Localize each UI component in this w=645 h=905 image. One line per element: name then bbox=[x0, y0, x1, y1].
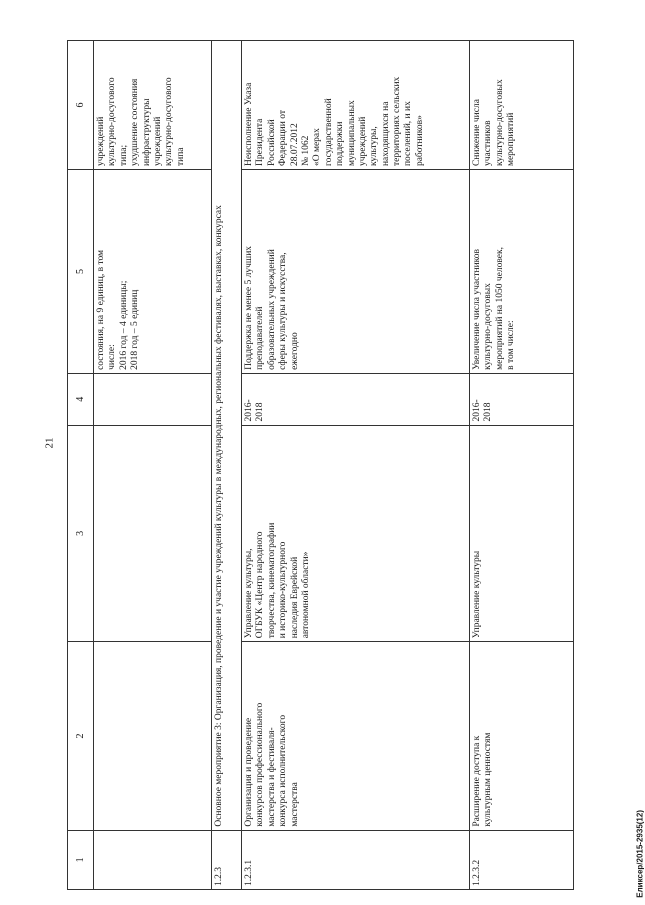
cell-line: Увеличение числа участников bbox=[472, 248, 482, 370]
cell-line: образовательных учреждений bbox=[266, 249, 277, 370]
row-result bbox=[242, 170, 470, 374]
cell-line: Организация и проведение bbox=[244, 717, 254, 827]
header-col-4: 4 bbox=[68, 373, 94, 425]
cell-line: поддержки bbox=[335, 121, 346, 167]
document-stamp: Еликсер/2015-2935(12) bbox=[636, 810, 645, 898]
cell-line: Управление культуры bbox=[472, 550, 482, 639]
carry-col-4 bbox=[94, 373, 212, 425]
cell-line: мероприятий bbox=[506, 112, 517, 167]
cell-line: мероприятий на 1050 человек, bbox=[494, 247, 505, 370]
header-col-5: 5 bbox=[68, 170, 94, 374]
section-title: Основное мероприятие 3: Организация, проведение и участие учреждений культуры в международных, региональных фестивалях, выставках, конкурсах bbox=[212, 41, 242, 831]
table-row bbox=[242, 41, 470, 890]
cell-line: участников bbox=[483, 120, 494, 167]
carry-col-6 bbox=[94, 41, 212, 170]
cell-line: учреждений bbox=[357, 116, 368, 167]
cell-line: конкурсов профессионального bbox=[255, 702, 266, 827]
program-table bbox=[67, 40, 574, 890]
header-row bbox=[68, 41, 94, 890]
cell-line: работников» bbox=[414, 115, 425, 167]
cell-line: № 1062 bbox=[300, 135, 311, 167]
cell-line: Неисполнение Указа bbox=[244, 82, 254, 167]
header-col-6: 6 bbox=[68, 41, 94, 170]
cell-line: учреждений bbox=[152, 116, 163, 167]
cell-line: поселений, и их bbox=[403, 101, 414, 167]
carry-row bbox=[94, 41, 212, 890]
row-responsible bbox=[242, 425, 470, 642]
cell-line: 2018 bbox=[483, 402, 494, 422]
row-activity bbox=[470, 642, 574, 830]
cell-line: Российской bbox=[266, 119, 277, 167]
cell-line: типа bbox=[175, 147, 186, 167]
cell-line: наследия Еврейской bbox=[289, 556, 300, 639]
cell-line: конкурса исполнительского bbox=[278, 714, 289, 827]
row-period bbox=[470, 373, 574, 425]
cell-line: культурным ценностям bbox=[483, 732, 494, 827]
row-result bbox=[470, 170, 574, 374]
cell-line: Управление культуры, bbox=[244, 548, 254, 639]
carry-col-3 bbox=[94, 425, 212, 642]
section-number: 1.2.3 bbox=[212, 830, 242, 889]
cell-line: автономной области» bbox=[300, 551, 311, 639]
cell-line: ОГБУК «Центр народного bbox=[255, 531, 266, 639]
cell-line: сферы культуры и искусства, bbox=[278, 252, 289, 370]
row-consequence bbox=[242, 41, 470, 170]
header-col-3: 3 bbox=[68, 425, 94, 642]
rotated-table bbox=[67, 40, 573, 890]
row-period bbox=[242, 373, 470, 425]
cell-line: состояния, на 9 единиц, в том bbox=[96, 249, 106, 370]
row-consequence bbox=[470, 41, 574, 170]
page-number: 21 bbox=[43, 437, 56, 449]
cell-line: в том числе: bbox=[506, 320, 517, 370]
row-number: 1.2.3.1 bbox=[242, 830, 470, 889]
row-number: 1.2.3.2 bbox=[470, 830, 574, 889]
table-row bbox=[470, 41, 574, 890]
cell-line: культурно-досуговых bbox=[483, 283, 494, 370]
cell-line: Федерации от bbox=[278, 110, 289, 167]
cell-line: мастерства и фестиваля- bbox=[266, 727, 277, 827]
cell-line: 2016 год – 4 единицы; bbox=[118, 280, 129, 370]
cell-line: 2018 год – 5 единиц bbox=[130, 289, 141, 370]
header-col-2: 2 bbox=[68, 642, 94, 830]
cell-line: 2016- bbox=[244, 399, 254, 422]
cell-line: 2018 bbox=[255, 402, 266, 422]
carry-col-2 bbox=[94, 642, 212, 830]
cell-line: инфраструктуры bbox=[141, 98, 152, 167]
cell-line: культурно-досугового bbox=[107, 77, 118, 167]
cell-line: и историко-культурного bbox=[278, 541, 289, 639]
cell-line: мастерства bbox=[289, 782, 300, 827]
table-container bbox=[67, 40, 573, 890]
cell-line: Президента bbox=[255, 118, 266, 167]
cell-line: культурно-досугового bbox=[164, 77, 175, 167]
cell-line: творчества, кинематографии bbox=[266, 522, 277, 639]
cell-line: ежегодно bbox=[289, 332, 300, 370]
carry-col-5 bbox=[94, 170, 212, 374]
cell-line: культуры, bbox=[369, 126, 380, 167]
carry-col-1 bbox=[94, 830, 212, 889]
cell-line: муниципальных bbox=[346, 100, 357, 167]
header-col-1: 1 bbox=[68, 830, 94, 889]
cell-line: культурно-досуговых bbox=[494, 79, 505, 167]
cell-line: 28.07.2012 bbox=[289, 123, 300, 167]
cell-line: числе: bbox=[107, 344, 118, 370]
cell-line: Поддержка не менее 5 лучших bbox=[244, 245, 254, 370]
cell-line: 2016- bbox=[472, 399, 482, 422]
cell-line: Расширение доступа к bbox=[472, 735, 482, 827]
cell-line: территориях сельских bbox=[392, 76, 403, 167]
section-row bbox=[212, 41, 242, 890]
cell-line: «О мерах bbox=[312, 128, 323, 167]
cell-line: ухудшение состояния bbox=[130, 78, 141, 167]
row-responsible bbox=[470, 425, 574, 642]
cell-line: учреждений bbox=[96, 116, 106, 167]
cell-line: Снижение числа bbox=[472, 99, 482, 167]
cell-line: преподавателей bbox=[255, 306, 266, 370]
cell-line: находящихся на bbox=[380, 101, 391, 167]
cell-line: типа; bbox=[118, 144, 129, 167]
cell-line: государственной bbox=[323, 98, 334, 167]
row-activity bbox=[242, 642, 470, 830]
